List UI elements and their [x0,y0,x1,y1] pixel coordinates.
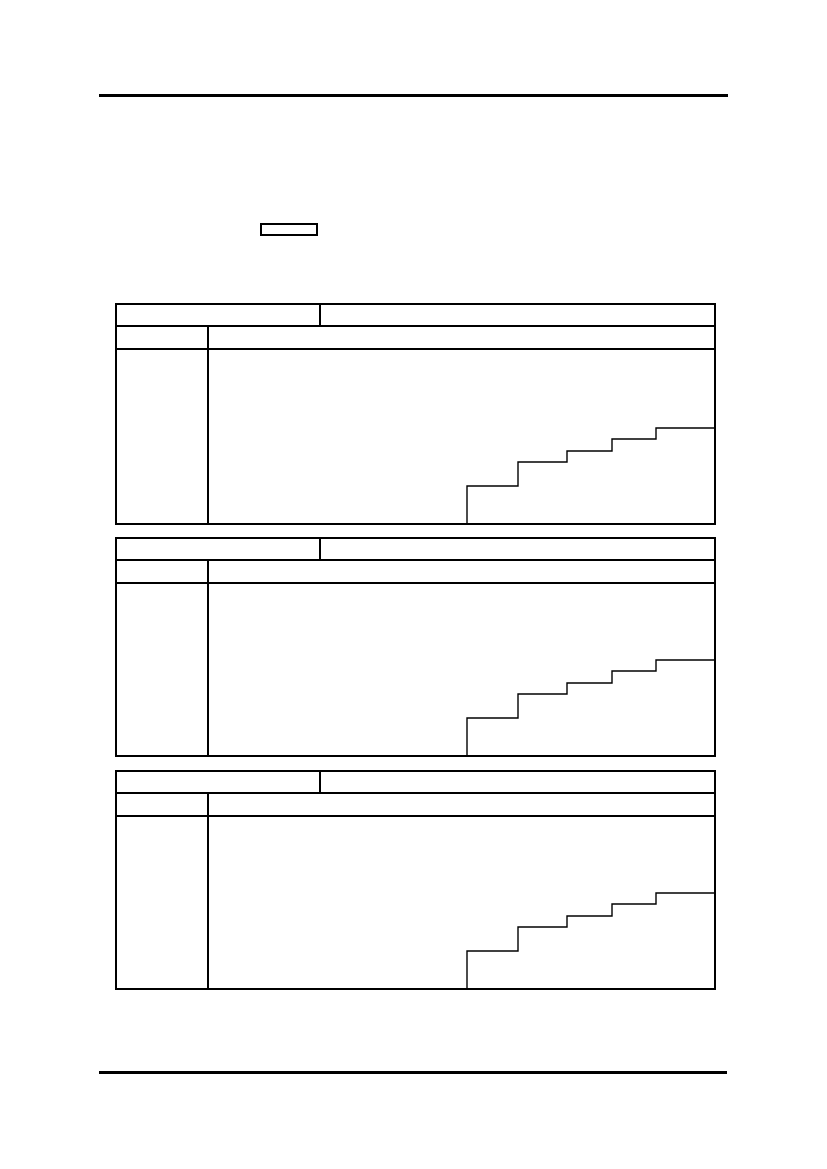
header-column-divider [319,772,321,792]
staircase-step-figure [117,888,714,988]
empty-label-box [260,223,318,236]
staircase-polyline [467,428,714,523]
header-rule [99,94,728,97]
table-1 [115,303,716,525]
table-3 [115,770,716,990]
staircase-step-figure [117,655,714,755]
staircase-polyline [467,660,714,755]
table-2 [115,537,716,757]
footer-rule [99,1071,727,1074]
header-column-divider [319,305,321,325]
staircase-step-figure [117,423,714,523]
staircase-polyline [467,893,714,988]
header-column-divider [319,539,321,559]
